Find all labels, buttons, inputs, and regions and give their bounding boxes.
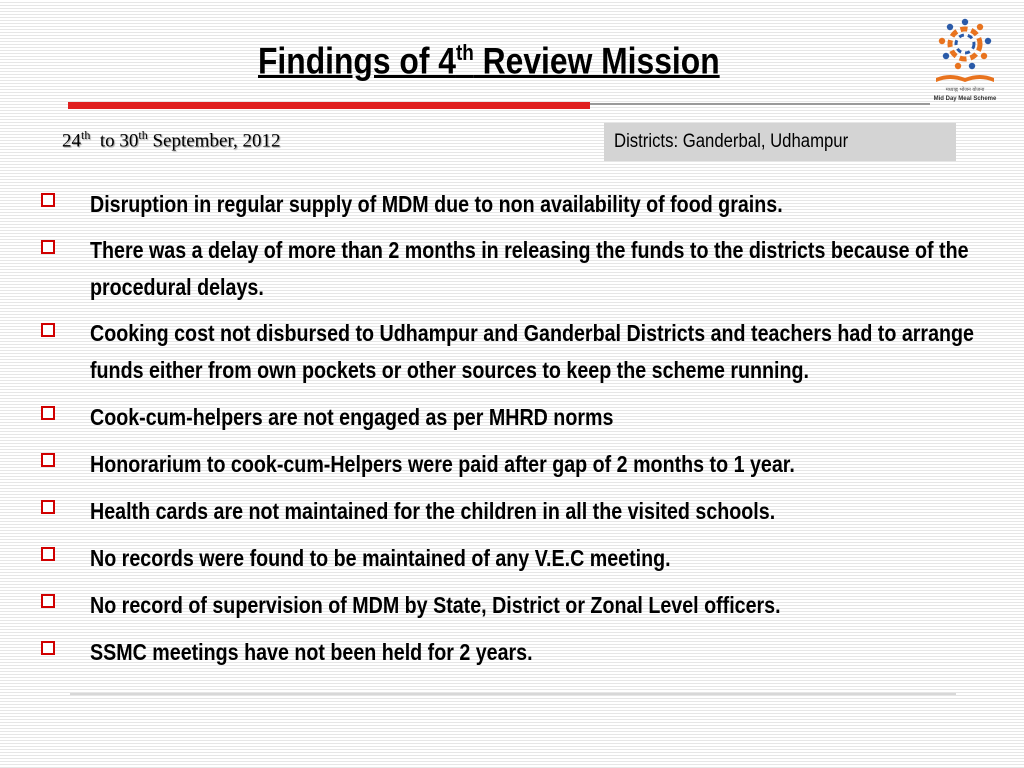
title-underline-grey xyxy=(590,103,930,105)
checkbox-bullet-icon xyxy=(41,500,55,514)
checkbox-bullet-icon xyxy=(41,240,55,254)
mid-day-meal-logo xyxy=(928,16,1002,104)
logo-book xyxy=(936,75,994,82)
list-item: Health cards are not maintained for the children in all the visited schools. xyxy=(38,492,1024,530)
checkbox-bullet-icon xyxy=(41,406,55,420)
logo-caption: Mid Day Meal Scheme xyxy=(933,96,997,102)
checkbox-bullet-icon xyxy=(41,323,55,337)
page-title: Findings of 4th Review Mission xyxy=(258,40,720,82)
logo-hindi-text: मध्याह्न भोजन योजना xyxy=(945,87,985,93)
mission-dates: 24th to 30th September, 2012 xyxy=(62,128,281,152)
checkbox-bullet-icon xyxy=(41,547,55,561)
list-item: No record of supervision of MDM by State, District or Zonal Level officers. xyxy=(38,586,1024,624)
checkbox-bullet-icon xyxy=(41,453,55,467)
findings-list xyxy=(38,185,1024,680)
list-item: Disruption in regular supply of MDM due to non availability of food grains. xyxy=(38,185,1024,223)
checkbox-bullet-icon xyxy=(41,193,55,207)
districts-label-box xyxy=(604,123,956,161)
checkbox-bullet-icon xyxy=(41,641,55,655)
checkbox-bullet-icon xyxy=(41,594,55,608)
list-item: Cooking cost not disbursed to Udhampur and Ganderbal Districts and teachers had to arrange funds either from own pockets or other sources to keep the scheme running. xyxy=(38,315,1024,389)
footer-divider xyxy=(70,693,956,695)
title-underline-red xyxy=(68,102,590,109)
list-item: There was a delay of more than 2 months in releasing the funds to the districts because of the procedural delays. xyxy=(38,232,1024,306)
list-item: No records were found to be maintained of any V.E.C meeting. xyxy=(38,539,1024,577)
list-item: Cook-cum-helpers are not engaged as per MHRD norms xyxy=(38,398,1024,436)
list-item: Honorarium to cook-cum-Helpers were paid after gap of 2 months to 1 year. xyxy=(38,445,1024,483)
logo-figures-ring xyxy=(939,19,991,69)
list-item: SSMC meetings have not been held for 2 years. xyxy=(38,633,1024,671)
districts-label: Districts: Ganderbal, Udhampur xyxy=(614,131,849,152)
